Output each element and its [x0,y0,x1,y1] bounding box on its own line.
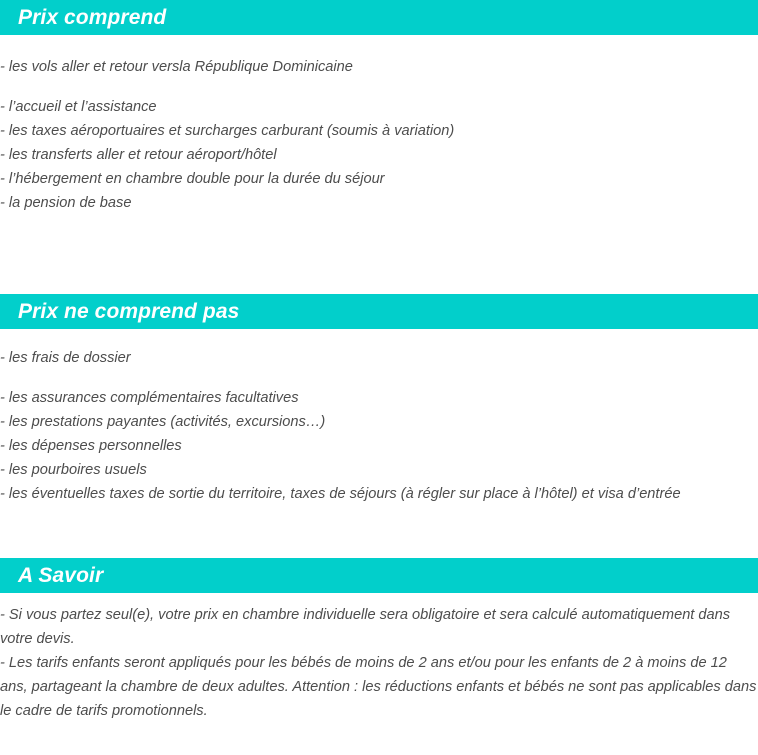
list-item: - l’hébergement en chambre double pour la durée du séjour [0,171,385,187]
section-spacer [0,506,758,558]
section-body-a-savoir [0,593,758,723]
section-header-prix-comprend [0,0,758,35]
section-title: Prix ne comprend pas [18,300,240,323]
section-body-prix-ne-comprend-pas [0,329,758,506]
list-item: - les assurances complémentaires facultatives [0,390,299,406]
list-item: - Si vous partez seul(e), votre prix en chambre individuelle sera obligatoire et sera calculé automatiquement dans votre devis. [0,607,731,647]
section-header-prix-ne-comprend-pas [0,294,758,329]
section-header-a-savoir [0,558,758,593]
list-item: - les frais de dossier [0,350,131,366]
section-a-savoir [0,558,758,723]
list-item: - les transferts aller et retour aéroport/hôtel [0,147,277,163]
section-title: Prix comprend [18,6,167,29]
list-item: - les prestations payantes (activités, excursions…) [0,414,326,430]
list-item: - les vols aller et retour versla République Dominicaine [0,59,353,75]
list-item: - la pension de base [0,195,132,211]
list-item: - l’accueil et l’assistance [0,99,157,115]
list-item: - les taxes aéroportuaires et surcharges carburant (soumis à variation) [0,123,455,139]
section-body-prix-comprend [0,35,758,215]
list-item: - les dépenses personnelles [0,438,182,454]
section-prix-ne-comprend-pas [0,294,758,506]
list-item: - les pourboires usuels [0,462,147,478]
list-item: - les éventuelles taxes de sortie du territoire, taxes de séjours (à régler sur place à l’hôtel) et visa d’entrée [0,486,681,502]
list-item: - Les tarifs enfants seront appliqués pour les bébés de moins de 2 ans et/ou pour les enfants de 2 à moins de 12 ans, partageant la chambre de deux adultes. Attention : les réductions enfants et bébés ne sont pas applicables dans le cadre de tarifs promotionnels. [0,655,757,719]
section-title: A Savoir [18,564,104,587]
section-spacer [0,215,758,294]
section-prix-comprend [0,0,758,215]
